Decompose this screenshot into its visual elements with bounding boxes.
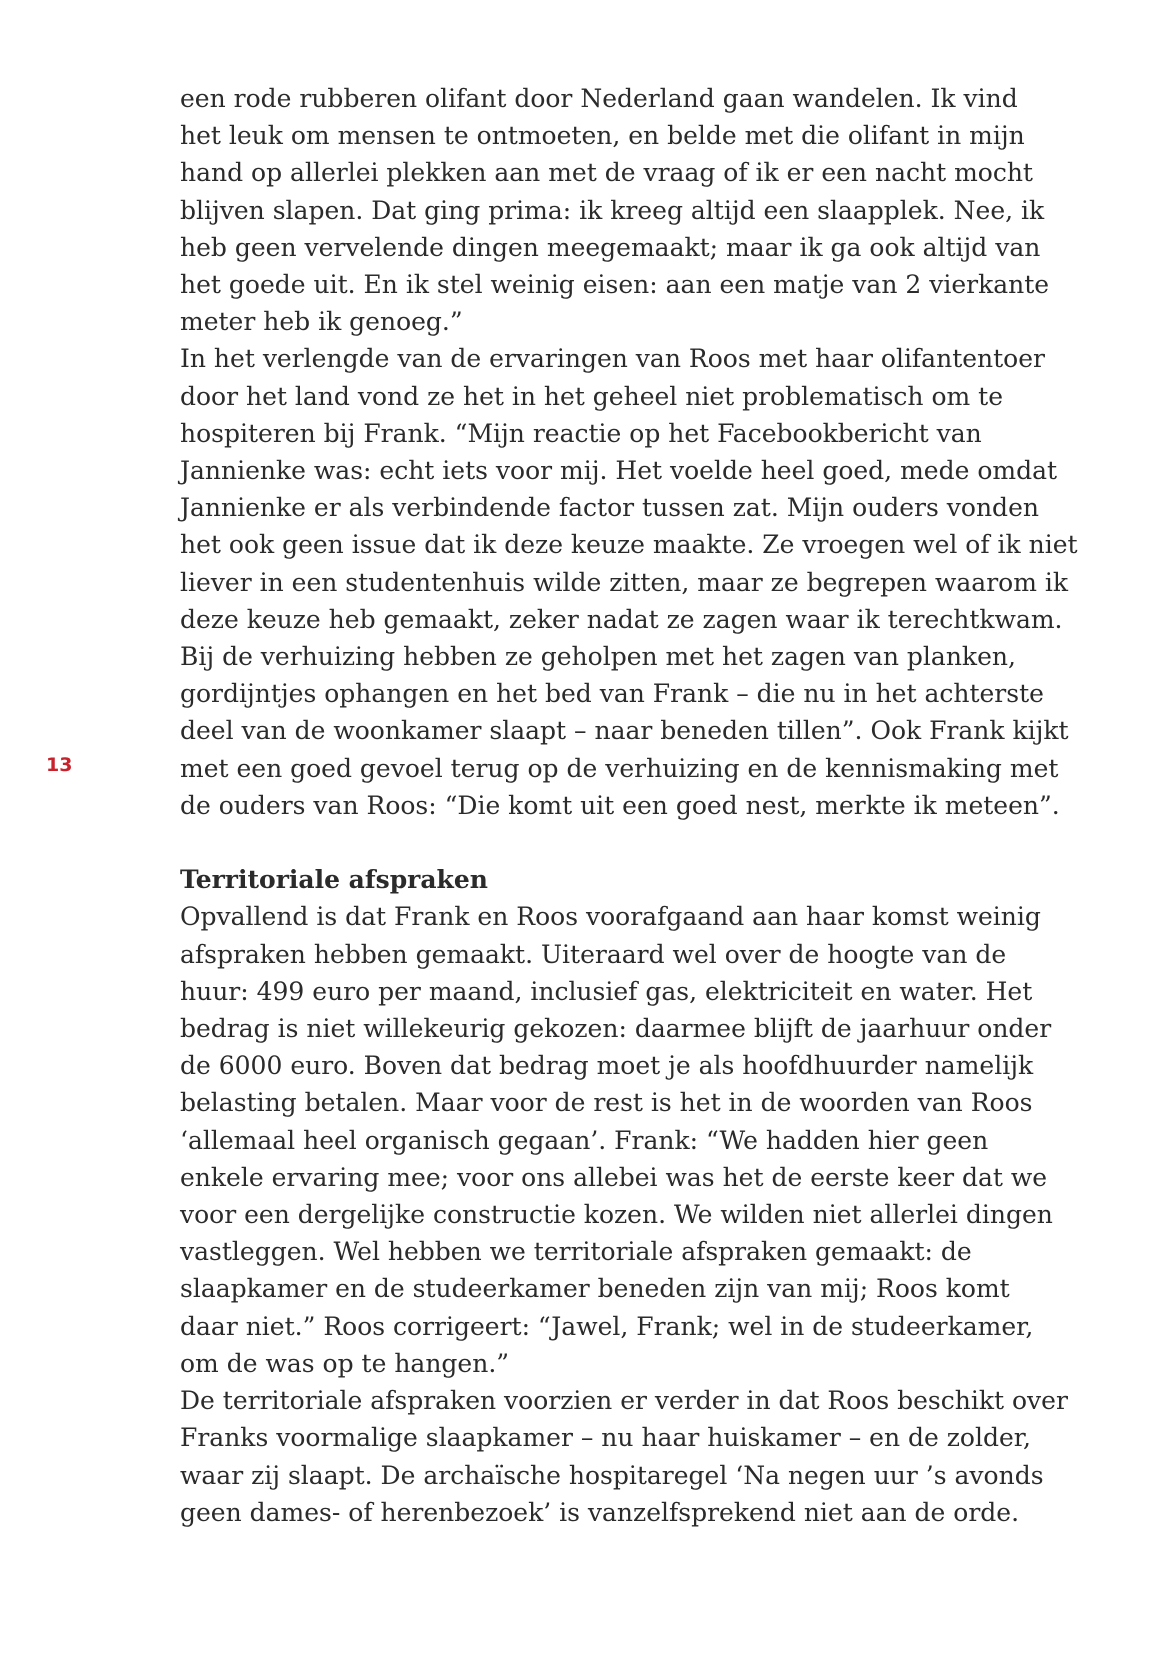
section-gap <box>180 824 1080 861</box>
page-number: 13 <box>46 754 73 776</box>
text-line: het leuk om mensen te ontmoeten, en belde met die olifant in mijn <box>180 121 1025 151</box>
text-line: daar niet.” Roos corrigeert: “Jawel, Frank; wel in de studeerkamer, <box>180 1311 1034 1341</box>
text-line: hand op allerlei plekken aan met de vraag of ik er een nacht mocht <box>180 158 1033 188</box>
text-line: geen dames- of herenbezoek’ is vanzelfsprekend niet aan de orde. <box>180 1497 1020 1527</box>
text-line: deel van de woonkamer slaapt – naar beneden tillen”. Ook Frank kijkt <box>180 716 1069 746</box>
text-line: het goede uit. En ik stel weinig eisen: aan een matje van 2 vierkante <box>180 270 1050 300</box>
text-line: slaapkamer en de studeerkamer beneden zijn van mij; Roos komt <box>180 1274 1010 1304</box>
text-line: hospiteren bij Frank. “Mijn reactie op het Facebookbericht van <box>180 418 982 448</box>
text-line: Bij de verhuizing hebben ze geholpen met het zagen van planken, <box>180 642 1016 672</box>
text-line: deze keuze heb gemaakt, zeker nadat ze zagen waar ik terechtkwam. <box>180 604 1063 634</box>
text-line: om de was op te hangen.” <box>180 1348 510 1378</box>
text-line: een rode rubberen olifant door Nederland gaan wandelen. Ik vind <box>180 84 1018 113</box>
text-line: blijven slapen. Dat ging prima: ik kreeg altijd een slaapplek. Nee, ik <box>180 195 1045 225</box>
text-line: gordijntjes ophangen en het bed van Frank – die nu in het achterste <box>180 679 1044 709</box>
paragraph-4 <box>180 1382 1080 1531</box>
text-line: het ook geen issue dat ik deze keuze maakte. Ze vroegen wel of ik niet <box>180 530 1078 560</box>
paragraph-1 <box>180 80 1080 340</box>
text-line: belasting betalen. Maar voor de rest is het in de woorden van Roos <box>180 1088 1033 1118</box>
text-line: waar zij slaapt. De archaïsche hospitaregel ‘Na negen uur ’s avonds <box>180 1460 1044 1490</box>
text-line: heb geen vervelende dingen meegemaakt; maar ik ga ook altijd van <box>180 232 1041 262</box>
text-line: voor een dergelijke constructie kozen. We wilden niet allerlei dingen <box>180 1200 1053 1230</box>
text-column <box>180 80 1080 1531</box>
text-line: huur: 499 euro per maand, inclusief gas, elektriciteit en water. Het <box>180 976 1033 1006</box>
text-line: ‘allemaal heel organisch gegaan’. Frank: “We hadden hier geen <box>180 1125 989 1155</box>
section-heading: Territoriale afspraken <box>180 865 488 895</box>
text-line: Franks voormalige slaapkamer – nu haar huiskamer – en de zolder, <box>180 1423 1031 1453</box>
text-line: In het verlengde van de ervaringen van Roos met haar olifantentoer <box>180 344 1045 374</box>
text-line: vastleggen. Wel hebben we territoriale afspraken gemaakt: de <box>180 1237 972 1267</box>
text-line: Jannienke er als verbindende factor tussen zat. Mijn ouders vonden <box>180 493 1039 523</box>
text-line: De territoriale afspraken voorzien er verder in dat Roos beschikt over <box>180 1386 1068 1416</box>
text-line: Jannienke was: echt iets voor mij. Het voelde heel goed, mede omdat <box>180 456 1058 486</box>
text-line: meter heb ik genoeg.” <box>180 307 463 337</box>
text-line: liever in een studentenhuis wilde zitten, maar ze begrepen waarom ik <box>180 567 1068 597</box>
text-line: afspraken hebben gemaakt. Uiteraard wel over de hoogte van de <box>180 939 1007 969</box>
text-line: door het land vond ze het in het geheel niet problematisch om te <box>180 381 1003 411</box>
text-line: bedrag is niet willekeurig gekozen: daarmee blijft de jaarhuur onder <box>180 1014 1052 1044</box>
text-line: de ouders van Roos: “Die komt uit een goed nest, merkte ik meteen”. <box>180 790 1060 820</box>
text-line: de 6000 euro. Boven dat bedrag moet je als hoofdhuurder namelijk <box>180 1051 1034 1081</box>
text-line: Opvallend is dat Frank en Roos voorafgaand aan haar komst weinig <box>180 902 1041 932</box>
text-line: enkele ervaring mee; voor ons allebei was het de eerste keer dat we <box>180 1162 1048 1192</box>
paragraph-2 <box>180 340 1080 824</box>
paragraph-3 <box>180 898 1080 1382</box>
text-line: met een goed gevoel terug op de verhuizing en de kennismaking met <box>180 753 1059 783</box>
